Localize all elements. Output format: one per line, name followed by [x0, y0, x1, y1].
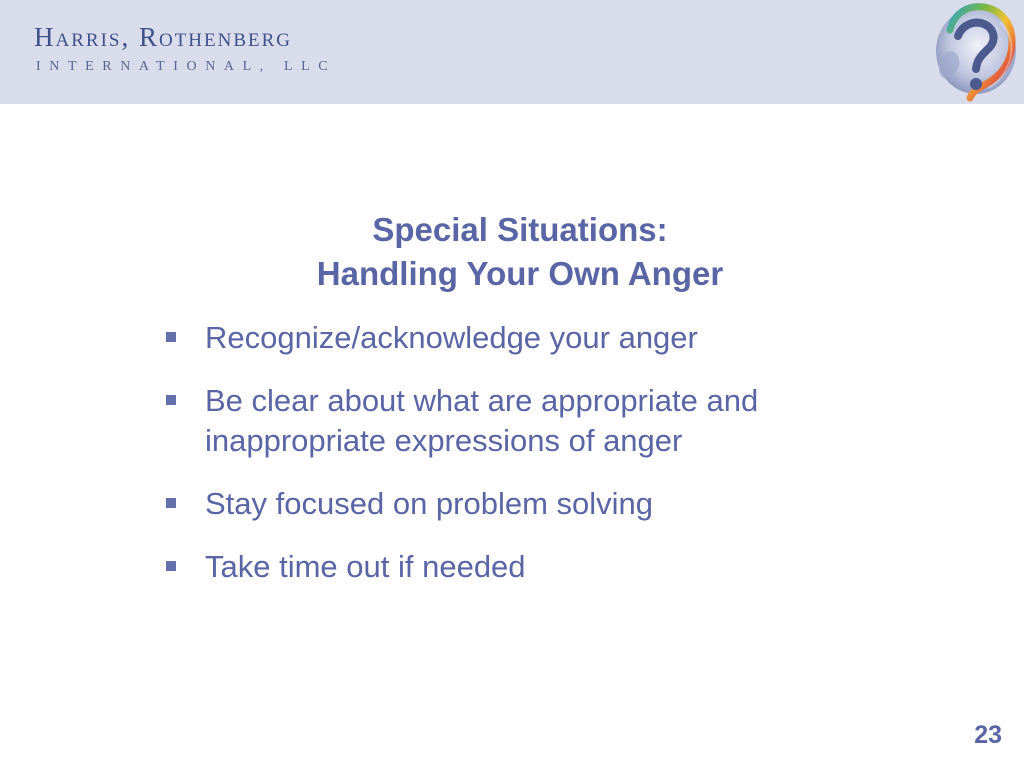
bullet-item-time-out [160, 547, 880, 587]
square-bullet-icon [166, 395, 176, 405]
slide-page-number: 23 [974, 721, 1002, 749]
slide-title [200, 208, 840, 296]
bullet-item-problem-solving [160, 484, 880, 524]
square-bullet-icon [166, 498, 176, 508]
bullet-item-appropriate-expressions [160, 381, 880, 461]
company-subtitle: INTERNATIONAL, LLC [36, 59, 337, 74]
bullet-item-recognize-anger [160, 318, 880, 358]
title-line-1: Special Situations: [372, 211, 668, 249]
square-bullet-icon [166, 561, 176, 571]
square-bullet-icon [166, 332, 176, 342]
bullet-list [160, 318, 880, 610]
bullet-text: Be clear about what are appropriate and inappropriate expressions of anger [205, 383, 759, 458]
company-name: Harris, Rothenberg [34, 22, 293, 52]
title-line-2: Handling Your Own Anger [316, 255, 724, 293]
header-band [0, 0, 1024, 104]
bullet-text: Stay focused on problem solving [205, 486, 654, 521]
question-mark-face-logo-icon [928, 0, 1024, 104]
bullet-text: Take time out if needed [205, 549, 526, 584]
bullet-text: Recognize/acknowledge your anger [205, 320, 698, 355]
